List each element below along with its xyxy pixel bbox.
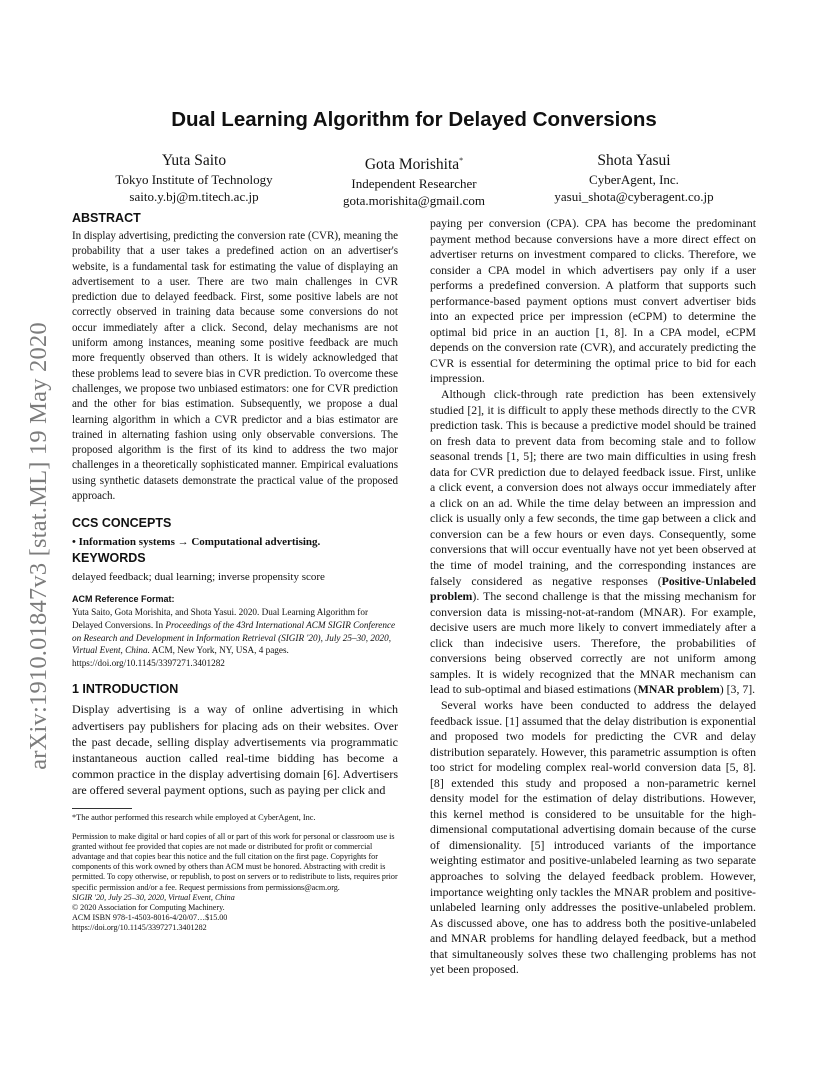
arxiv-stamp bbox=[22, 268, 56, 824]
author-name: Shota Yasui bbox=[597, 152, 671, 169]
copyright-line: © 2020 Association for Computing Machinery. bbox=[72, 902, 225, 912]
ccs-item: • Information systems → Computational advertising. bbox=[72, 536, 321, 549]
paper-title: Dual Learning Algorithm for Delayed Conversions bbox=[171, 108, 657, 131]
abstract-heading: ABSTRACT bbox=[72, 211, 141, 225]
introduction-text: Display advertising is a way of online advertising in which advertisers pay publishers for placing ads on their websites. Over the past decade, selling display advertisements via programmatic instantaneous auction called real-time bidding has become a common practice in the display advertising domain [6]. Advertisers are offered several payment options, such as paying per click and bbox=[72, 702, 398, 798]
doi-link[interactable]: https://doi.org/10.1145/3397271.3401282 bbox=[72, 923, 207, 933]
arxiv-stamp-text: arXiv:1910.01847v3 [stat.ML] 19 May 2020 bbox=[25, 322, 52, 770]
paragraph-related-work: Several works have been conducted to address the delayed feedback issue. [1] assumed that the delay distribution is exponential and proposed two models for predicting the CVR and delay distribution separately. However, this parametric assumption is often too strict for modeling complex real-world conversion data [5, 8]. [8] extended this study and proposed a non-parametric kernel density model for the estimation of delay distributions. However, this kernel method is considered to be unsuitable for the high-dimensional computational advertising domain because of the curse of dimensionality. [5] introduced variants of the importance weighting estimator and positive-unlabeled learning as two separate approaches to solving the delayed feedback problem. However, importance weighting only tackles the MNAR problem and positive-unlabeled learning only addresses the positive-unlabeled problem. As discussed above, one has to address both the positive-unlabeled and MNAR problems for handling delayed feedback, but a method that simultaneously solves these two challenging problems has not yet been proposed. bbox=[430, 697, 756, 977]
author-affiliation: Tokyo Institute of Technology bbox=[115, 172, 273, 187]
author-footnote-mark: * bbox=[459, 156, 464, 165]
paragraph-cpa: paying per conversion (CPA). CPA has become the predominant payment method because conversions have a more direct effect on advertiser returns on investment compared to clicks. Therefore, we consider a CPA model in which advertisers pay only if a user performs a predefined conversion. A platform that supports such performance-based payment options must convert advertiser bids into an expected price per impression (eCPM) to determine the optimal bid price in an auction [1, 8]. In a CPA model, eCPM depends on the conversion rate (CVR), and accurately predicting the CVR is essential for determining the optimal price to bid for each impression. bbox=[430, 216, 756, 386]
right-column bbox=[430, 216, 756, 978]
author-email[interactable]: gota.morishita@gmail.com bbox=[343, 193, 485, 209]
footnote-rule bbox=[72, 808, 132, 809]
conference-line: SIGIR '20, July 25–30, 2020, Virtual Event, China bbox=[72, 892, 235, 902]
author-name: Gota Morishita* bbox=[364, 156, 464, 174]
ccs-heading: CCS CONCEPTS bbox=[72, 516, 172, 531]
keywords-heading: KEYWORDS bbox=[72, 551, 146, 566]
author-block-2 bbox=[294, 151, 534, 209]
acm-reference-text: Yuta Saito, Gota Morishita, and Shota Yasui. 2020. Dual Learning Algorithm for Delayed Conversions. In Proceedings of the 43rd International ACM SIGIR Conference on Research and Development in Information Retrieval (SIGIR '20), July 25–30, 2020, Virtual Event, China. ACM, New York, NY, USA, 4 pages. https://doi.org/10.1145/3397271.3401282 bbox=[72, 607, 396, 668]
author-email[interactable]: saito.y.bj@m.titech.ac.jp bbox=[129, 189, 259, 204]
paragraph-challenges: Although click-through rate prediction has been extensively studied [2], it is difficult to apply these methods directly to the CVR prediction task. This is because a predictive model should be trained on fresh data to prevent data from becoming stale and to follow seasonal trends [1, 5]; there are two main difficulties in using fresh data for CVR prediction due to delayed feedback issue. First, unlike a click event, a conversion does not always occur immediately after a click on an ad. While the time delay between an impression and click is usually only a few seconds, the time gap between a click and conversion can be a few hours or even days. Consequently, some conversions that will occur eventually have not yet been observed at the time of model training, and the corresponding instances are falsely considered as negative responses (Positive-Unlabeled problem). The second challenge is that the missing mechanism for conversion data is missing-not-at-random (MNAR). For example, decisive users are much more likely to convert immediately after a click than indecisive users. Therefore, the probabilities of conversions being observed correctly are not uniform among samples. It is widely recognized that the MNAR mechanism can lead to sub-optimal and biased estimations (MNAR problem) [3, 7]. bbox=[430, 387, 756, 697]
author-email[interactable]: yasui_shota@cyberagent.co.jp bbox=[554, 189, 714, 204]
author-affiliation: Independent Researcher bbox=[351, 176, 477, 192]
author-affiliation: CyberAgent, Inc. bbox=[589, 172, 679, 187]
author-footnote: *The author performed this research while employed at CyberAgent, Inc. bbox=[72, 812, 316, 822]
author-block-1 bbox=[74, 151, 314, 205]
acm-reference-heading: ACM Reference Format: bbox=[72, 594, 175, 605]
permission-block bbox=[72, 832, 398, 934]
author-name: Yuta Saito bbox=[161, 152, 227, 169]
keywords-text: delayed feedback; dual learning; inverse propensity score bbox=[72, 571, 325, 584]
permission-text: Permission to make digital or hard copies of all or part of this work for personal or classroom use is granted without fee provided that copies are not made or distributed for profit or commercial advantage and that copies bear this notice and the full citation on the first page. Copyrights for components of this work owned by others than ACM must be honored. Abstracting with credit is permitted. To copy otherwise, or republish, to post on servers or to redistribute to lists, requires prior specific permission and/or a fee. Request permissions from permissions@acm.org. bbox=[72, 831, 398, 892]
term-mnar: MNAR problem bbox=[637, 682, 720, 697]
abstract-text: In display advertising, predicting the conversion rate (CVR), meaning the probability that a user takes a predefined action on an advertiser's website, is a fundamental task for estimating the value of displaying an advertisement to a user. There are two main challenges in CVR prediction due to delayed feedback. First, some positive labels are not correctly observed in training data because some conversions do not occur immediately after a click. Second, delay mechanisms are not uniform among instances, meaning some positive feedback are much more frequently observed than others. It is widely acknowledged that these problems lead to severe bias in CVR prediction. To overcome these challenges, we propose two unbiased estimators: one for CVR prediction and the other for bias estimation. Subsequently, we propose a dual learning algorithm in which a CVR predictor and a bias estimator are trained in alternating fashion using only observable conversions. The proposed algorithm is the first of its kind to address the two major challenges in a theoretically sophisticated manner. Empirical evaluations using synthetic datasets demonstrate the practical value of the proposed approach. bbox=[72, 230, 398, 503]
author-block-3 bbox=[514, 151, 754, 205]
isbn-line: ACM ISBN 978-1-4503-8016-4/20/07…$15.00 bbox=[72, 913, 228, 923]
left-column bbox=[72, 210, 398, 934]
term-positive-unlabeled: Positive-Unlabeled problem bbox=[430, 573, 756, 604]
section-heading-introduction: 1 INTRODUCTION bbox=[72, 682, 179, 697]
